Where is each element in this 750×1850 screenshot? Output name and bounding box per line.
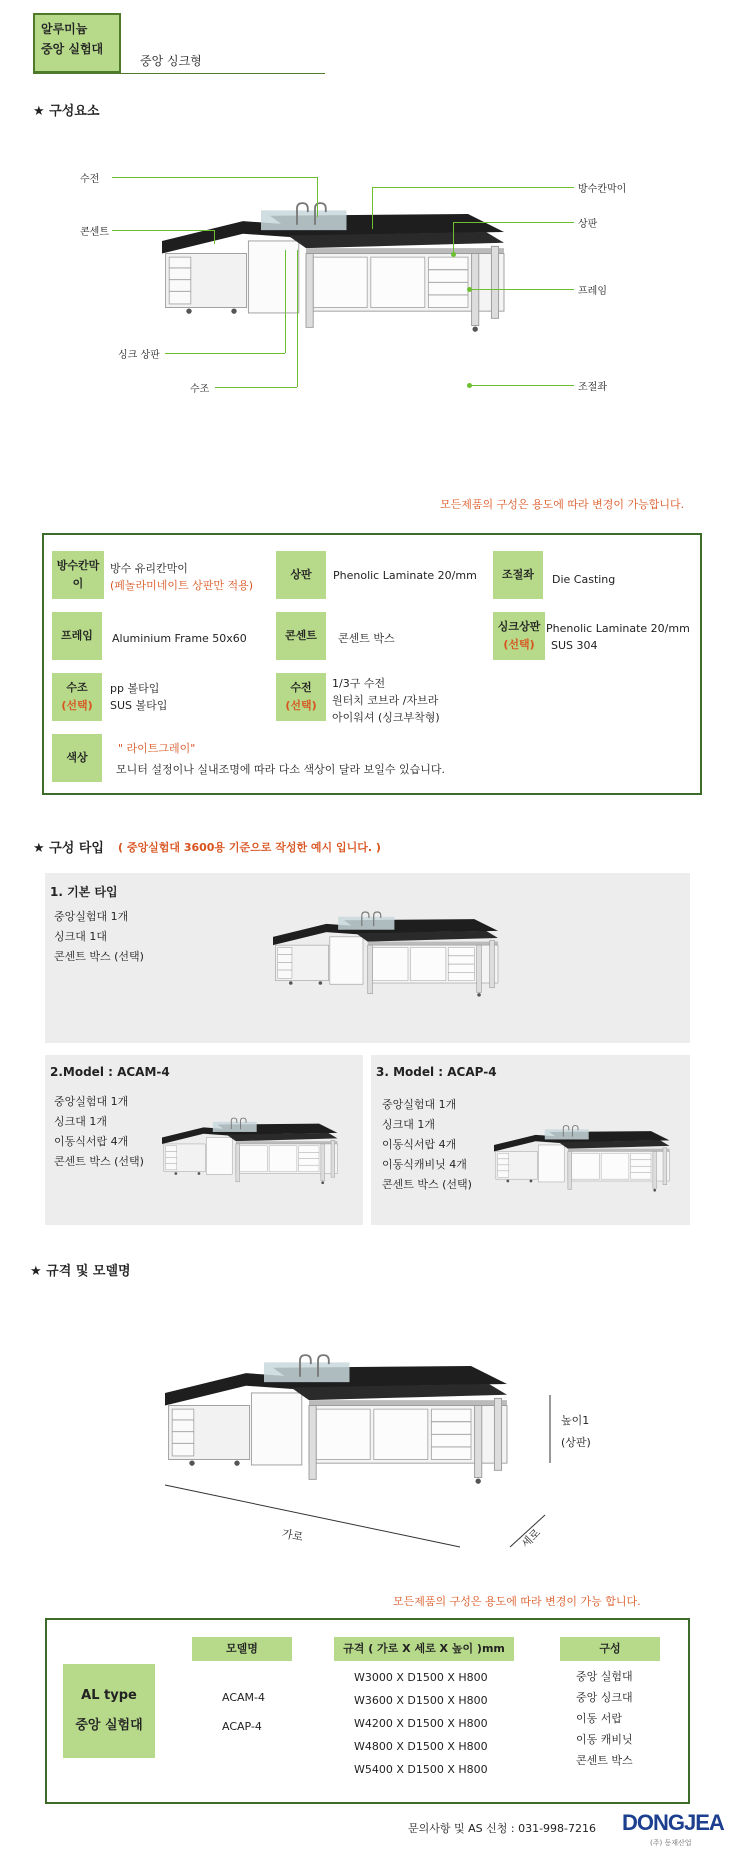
leveler-desc: Die Casting xyxy=(552,573,616,586)
size-list: W3000 X D1500 X H800 W3600 X D1500 X H800 W4200 X D1500 X H800 W4800 X D1500 X H800 W5400 X D1500 X H800 xyxy=(354,1671,488,1776)
header-underline xyxy=(33,73,325,74)
type3-bench-image xyxy=(494,1115,689,1215)
callout-sink-top-line xyxy=(165,353,285,354)
tag-frame: 프레임 xyxy=(52,612,102,660)
sink-desc: pp 볼타입 SUS 볼타입 xyxy=(110,682,168,712)
callout-splash-line xyxy=(372,187,574,188)
type3-title: 3. Model : ACAP-4 xyxy=(376,1065,497,1079)
config-list: 중앙 실험대 중앙 싱크대 이동 서랍 이동 캐비닛 콘센트 박스 xyxy=(576,1670,633,1767)
types-note: ( 중앙실험대 3600용 기준으로 작성한 예시 입니다. ) xyxy=(118,841,381,854)
spec-title: ★ 규격 및 모델명 xyxy=(30,1264,131,1279)
depth-label: 세로 xyxy=(518,1526,544,1551)
callout-splash-guard: 방수칸막이 xyxy=(578,184,627,195)
top-desc: Phenolic Laminate 20/mm xyxy=(333,569,477,582)
callout-sink: 수조 xyxy=(190,384,210,395)
width-label: 가로 xyxy=(280,1526,305,1545)
frame-desc: Aluminium Frame 50x60 xyxy=(112,632,247,645)
type1-bench-image xyxy=(273,900,523,1025)
components-notice: 모든제품의 구성은 용도에 따라 변경이 가능합니다. xyxy=(440,498,685,511)
callout-top-line xyxy=(453,222,574,223)
callout-sink-line xyxy=(215,387,297,388)
callout-top: 상판 xyxy=(578,219,598,230)
callout-frame-line xyxy=(470,289,574,290)
callout-frame: 프레임 xyxy=(578,286,607,297)
model-list: ACAM-4 ACAP-4 xyxy=(222,1691,265,1733)
callout-frame-dot xyxy=(467,287,472,292)
callout-top-dot xyxy=(451,252,456,257)
header-config: 구성 xyxy=(560,1637,660,1661)
type3-list: 중앙실험대 1개 싱크대 1개 이동식서랍 4개 이동식캐비닛 4개 콘센트 박스 (선택) xyxy=(382,1098,472,1191)
tag-outlet: 콘센트 xyxy=(276,612,326,660)
callout-sink-top: 싱크 상판 xyxy=(118,350,160,361)
callout-outlet: 콘센트 xyxy=(80,227,109,238)
type2-list: 중앙실험대 1개 싱크대 1개 이동식서랍 4개 콘센트 박스 (선택) xyxy=(54,1095,144,1168)
components-title: ★ 구성요소 xyxy=(33,104,100,119)
callout-faucet: 수전 xyxy=(80,174,100,185)
tag-sink: 수조 (선택) xyxy=(52,673,102,721)
tag-leveler: 조절좌 xyxy=(493,551,543,599)
callout-outlet-line-v xyxy=(214,230,215,244)
callout-sink-line-v xyxy=(297,250,298,387)
faucet-desc: 1/3구 수전 원터치 코브라 /자브라 아이워셔 (싱크부착형) xyxy=(332,677,440,724)
color-desc: " 라이트그레이" 모니터 설정이나 실내조명에 따라 다소 색상이 달라 보일수 있습니다. xyxy=(116,742,445,776)
category-line2: 중앙 실험대 xyxy=(41,42,104,56)
splash-desc: 방수 유리칸막이 (페놀라미네이트 상판만 적용) xyxy=(110,562,254,592)
header-size: 규격 ( 가로 X 세로 X 높이 )mm xyxy=(334,1637,514,1661)
components-bench-image xyxy=(162,196,522,356)
callout-sink-top-line-v xyxy=(285,250,286,353)
callout-faucet-line-v xyxy=(317,177,318,217)
tag-color: 색상 xyxy=(52,734,102,782)
dimension-lines xyxy=(160,1395,560,1555)
type-badge: AL type 중앙 실험대 xyxy=(63,1664,155,1758)
contact-info: 문의사항 및 AS 신청 : 031-998-7216 xyxy=(408,1822,597,1835)
page-subtitle: 중앙 싱크형 xyxy=(140,54,202,68)
spec-notice: 모든제품의 구성은 용도에 따라 변경이 가능 합니다. xyxy=(393,1595,641,1608)
callout-top-line-v xyxy=(453,222,454,254)
types-title: ★ 구성 타입 xyxy=(33,841,104,856)
type2-bench-image xyxy=(162,1105,357,1210)
type1-list: 중앙실험대 1개 싱크대 1대 콘센트 박스 (선택) xyxy=(54,910,144,963)
sink-top-desc: Phenolic Laminate 20/mm SUS 304 xyxy=(546,622,690,652)
category-badge xyxy=(33,13,121,73)
tag-sink-top: 싱크상판 (선택) xyxy=(493,612,545,660)
outlet-desc: 콘센트 박스 xyxy=(338,632,395,645)
type2-title: 2.Model : ACAM-4 xyxy=(50,1065,170,1079)
type1-title: 1. 기본 타입 xyxy=(50,885,118,899)
callout-leveler-line xyxy=(470,385,574,386)
callout-leveler-dot xyxy=(467,383,472,388)
callout-splash-line-v xyxy=(372,187,373,229)
brand-subtitle: (주) 동재산업 xyxy=(650,1839,692,1847)
tag-faucet: 수전 (선택) xyxy=(276,673,326,721)
callout-outlet-line xyxy=(112,230,214,231)
category-line1: 알루미늄 xyxy=(41,22,88,36)
header-model: 모델명 xyxy=(192,1637,292,1661)
height-label: 높이1 (상판) xyxy=(561,1414,591,1449)
brand-logo: DONGJEA xyxy=(622,1810,724,1835)
callout-leveler: 조절좌 xyxy=(578,382,607,393)
tag-top: 상판 xyxy=(276,551,326,599)
callout-faucet-line xyxy=(112,177,317,178)
tag-splash: 방수칸막이 xyxy=(52,551,104,599)
